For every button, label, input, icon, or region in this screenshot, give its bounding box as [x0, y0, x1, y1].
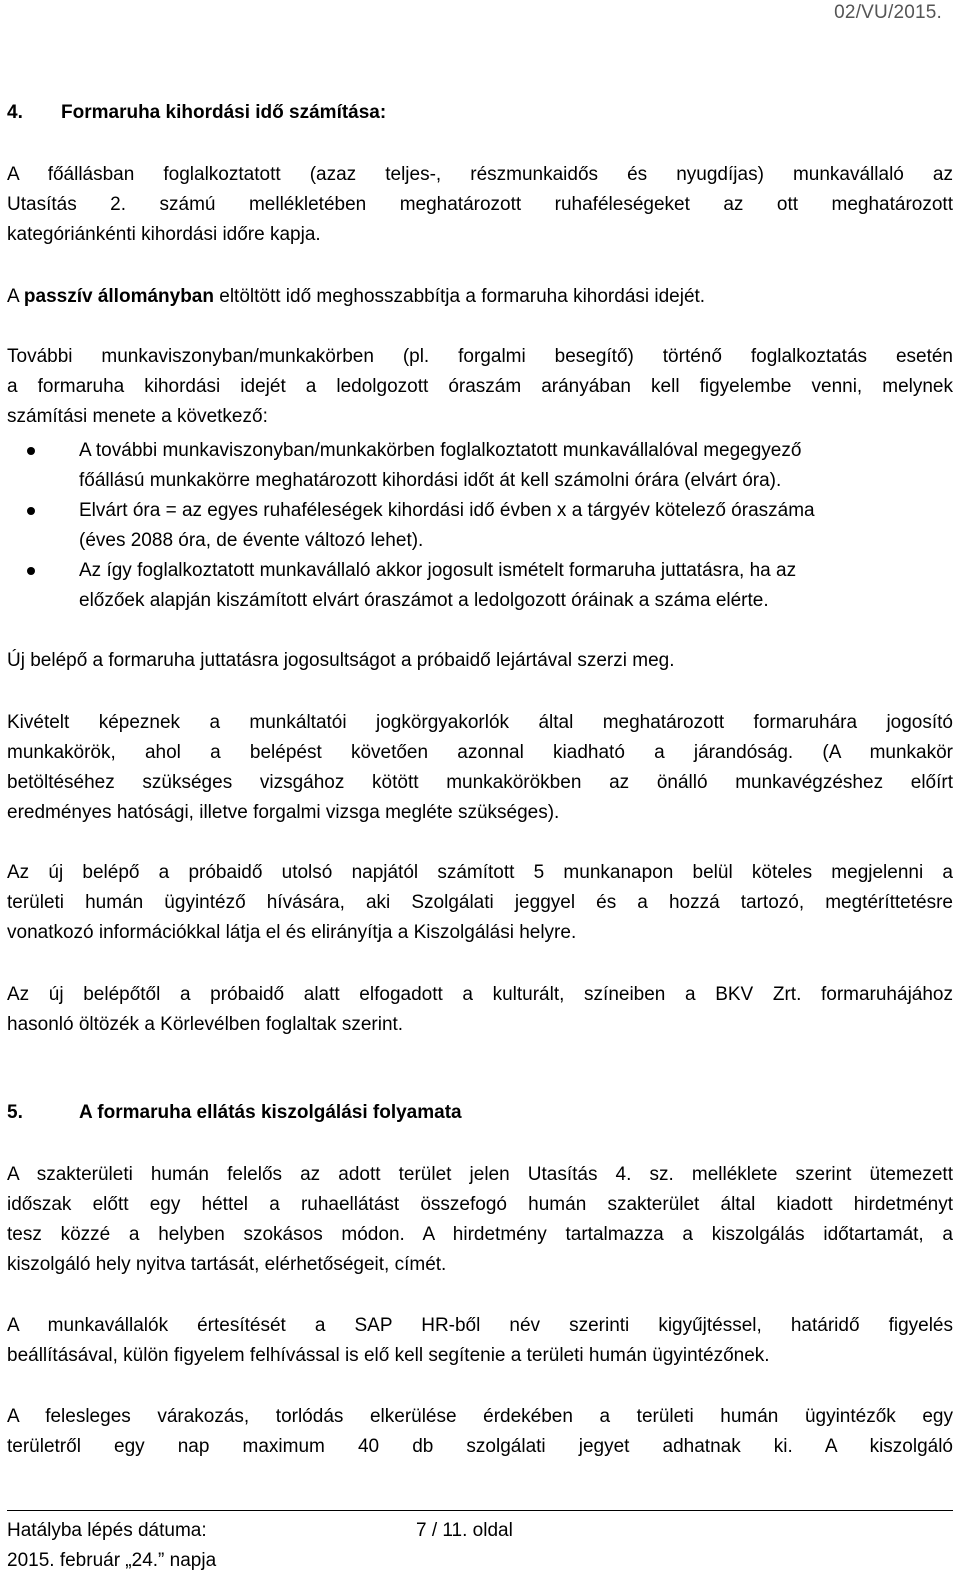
text-line: A további munkaviszonyban/munkakörben foglalkoztatott munkavállalóval megegyező: [79, 440, 802, 461]
section-4-number: 4.: [7, 102, 23, 123]
text-line: A munkavállalók értesítését a SAP HR-ből név szerinti kigyűjtéssel, határidő figyelés: [7, 1315, 953, 1336]
text-line: területről egy nap maximum 40 db szolgálati jegyet adhatnak ki. A kiszolgáló: [7, 1436, 953, 1457]
text-line: kategóriánkénti kihordási időre kapja.: [7, 224, 321, 245]
text-line: időszak előtt egy héttel a ruhaellátást összefogó humán szakterület által kiadott hirdetményt: [7, 1194, 953, 1215]
list-item: [7, 496, 953, 556]
text-line: tesz közzé a helyben szokásos módon. A hirdetmény tartalmazza a kiszolgálás időtartamát, a: [7, 1224, 953, 1245]
text-line: eredményes hatósági, illetve forgalmi vizsga megléte szükséges).: [7, 802, 560, 823]
text-line: Az új belépő a próbaidő utolsó napjától számított 5 munkanapon belül köteles megjelenni a: [7, 862, 953, 883]
text-line: Az új belépőtől a próbaidő alatt elfogadott a kulturált, színeiben a BKV Zrt. formaruhájához: [7, 984, 953, 1005]
section-5-title: A formaruha ellátás kiszolgálási folyamata: [79, 1102, 462, 1123]
text-line: A főállásban foglalkoztatott (azaz teljes-, részmunkaidős és nyugdíjas) munkavállaló az: [7, 164, 953, 185]
section-5-number: 5.: [7, 1102, 23, 1123]
effective-date-label: Hatályba lépés dátuma:: [7, 1520, 207, 1541]
page-number: 7 / 11. oldal: [416, 1520, 513, 1541]
text-line: Utasítás 2. számú mellékletében meghatározott ruhaféleségeket az ott meghatározott: [7, 194, 953, 215]
bullet-icon: [27, 507, 35, 515]
text-line: Az így foglalkoztatott munkavállaló akkor jogosult ismételt formaruha juttatásra, ha az: [79, 560, 797, 581]
text-line: a formaruha kihordási idejét a ledolgozott óraszám arányában kell figyelembe venni, melynek: [7, 376, 953, 397]
effective-date-value: 2015. február „24.” napja: [7, 1550, 217, 1571]
footer-effective-date: [7, 1516, 216, 1576]
section-4-title: Formaruha kihordási idő számítása:: [61, 102, 387, 123]
text-line: területi humán ügyintéző hívására, aki Szolgálati jeggyel és a hozzá tartozó, megtéríttetésre: [7, 892, 953, 913]
section-4-paragraph-1: [7, 160, 953, 250]
text-line: Kivételt képeznek a munkáltatói jogkörgyakorlók által meghatározott formaruhára jogosító: [7, 712, 953, 733]
list-item: [7, 436, 953, 496]
text-line: (éves 2088 óra, de évente változó lehet).: [79, 530, 424, 551]
section-5-paragraph-1: [7, 1160, 953, 1280]
section-4-paragraph-6: [7, 858, 953, 948]
document-id: 02/VU/2015.: [834, 2, 942, 23]
bullet-icon: [27, 447, 35, 455]
section-5-paragraph-2: [7, 1311, 953, 1371]
section-4-paragraph-7: [7, 980, 953, 1040]
section-4-paragraph-2: [7, 282, 953, 312]
text-line: Elvárt óra = az egyes ruhaféleségek kihordási idő évben x a tárgyév kötelező óraszáma: [79, 500, 815, 521]
section-4-paragraph-5: [7, 708, 953, 828]
calculation-bullet-list: [7, 436, 953, 616]
text-prefix: A: [7, 286, 24, 307]
text-suffix: eltöltött idő meghosszabbítja a formaruha kihordási idejét.: [213, 286, 706, 307]
bullet-icon: [27, 567, 35, 575]
text-line: A szakterületi humán felelős az adott terület jelen Utasítás 4. sz. melléklete szerint ütemezett: [7, 1164, 953, 1185]
list-item: [7, 556, 953, 616]
text-line: előzőek alapján kiszámított elvárt óraszámot a ledolgozott óráinak a száma elérte.: [79, 590, 769, 611]
section-4-paragraph-4: [7, 646, 953, 676]
text-line: kiszolgáló hely nyitva tartását, elérhetőségeit, címét.: [7, 1254, 447, 1275]
section-4-paragraph-3: [7, 342, 953, 432]
bold-term: passzív állományban: [23, 286, 214, 307]
text-line: munkakörök, ahol a belépést követően azonnal kiadható a járandóság. (A munkakör: [7, 742, 953, 763]
text-line: vonatkozó információkkal látja el és elirányítja a Kiszolgálási helyre.: [7, 922, 577, 943]
text-line: főállású munkakörre meghatározott kihordási időt át kell számolni órára (elvárt óra).: [79, 470, 782, 491]
section-5-heading: [7, 1102, 462, 1124]
section-5-paragraph-3: [7, 1402, 953, 1462]
text-line: [7, 282, 953, 312]
text-line: További munkaviszonyban/munkakörben (pl. forgalmi besegítő) történő foglalkoztatás esetén: [7, 346, 953, 367]
text-line: beállításával, külön figyelem felhívással is elő kell segítenie a területi humán ügyintézőnek.: [7, 1345, 770, 1366]
footer-divider: [7, 1510, 953, 1511]
text-line: hasonló öltözék a Körlevélben foglaltak szerint.: [7, 1014, 404, 1035]
text-line: betöltéséhez szükséges vizsgához kötött munkakörökben az önálló munkavégzéshez előírt: [7, 772, 953, 793]
section-4-heading: [7, 102, 386, 124]
text-line: számítási menete a következő:: [7, 406, 268, 427]
text-line: A felesleges várakozás, torlódás elkerülése érdekében a területi humán ügyintézők egy: [7, 1406, 953, 1427]
text-line: Új belépő a formaruha juttatásra jogosultságot a próbaidő lejártával szerzi meg.: [7, 650, 675, 671]
